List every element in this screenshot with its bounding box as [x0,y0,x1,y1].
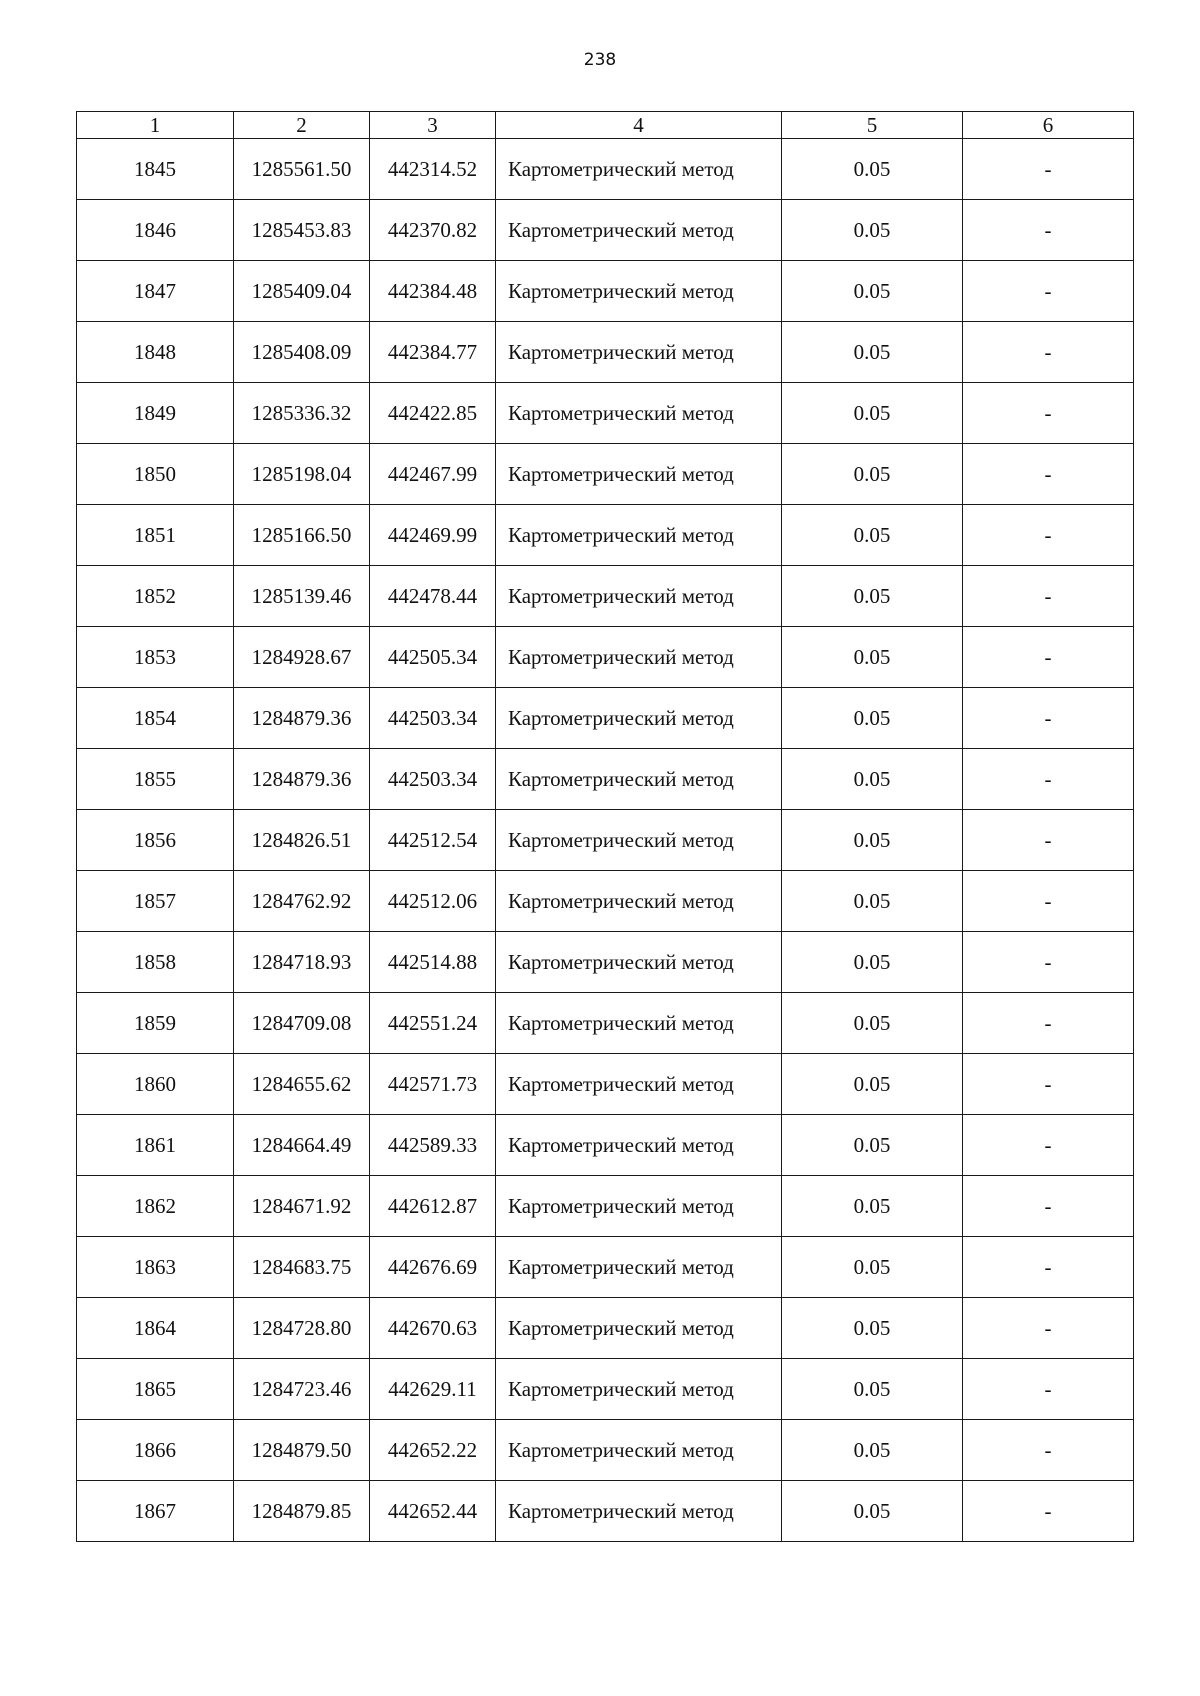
method-cell: Картометрический метод [496,505,782,566]
table-row [77,139,1134,200]
x-coordinate-cell: 1284671.92 [234,1176,370,1237]
point-number-cell: 1860 [77,1054,234,1115]
header-row [77,112,1134,139]
point-number-cell: 1862 [77,1176,234,1237]
note-cell: - [963,1359,1134,1420]
table-row [77,1176,1134,1237]
note-cell: - [963,749,1134,810]
x-coordinate-cell: 1284879.36 [234,688,370,749]
method-cell: Картометрический метод [496,993,782,1054]
table-row [77,261,1134,322]
note-cell: - [963,1054,1134,1115]
x-coordinate-cell: 1285409.04 [234,261,370,322]
x-coordinate-cell: 1284879.36 [234,749,370,810]
accuracy-cell: 0.05 [782,1176,963,1237]
note-cell: - [963,322,1134,383]
accuracy-cell: 0.05 [782,261,963,322]
x-coordinate-cell: 1284928.67 [234,627,370,688]
x-coordinate-cell: 1284683.75 [234,1237,370,1298]
column-header-5: 5 [782,112,963,139]
x-coordinate-cell: 1284762.92 [234,871,370,932]
x-coordinate-cell: 1284879.85 [234,1481,370,1542]
note-cell: - [963,810,1134,871]
x-coordinate-cell: 1285198.04 [234,444,370,505]
method-cell: Картометрический метод [496,139,782,200]
y-coordinate-cell: 442478.44 [370,566,496,627]
method-cell: Картометрический метод [496,1237,782,1298]
accuracy-cell: 0.05 [782,322,963,383]
table-row [77,444,1134,505]
table-row [77,505,1134,566]
accuracy-cell: 0.05 [782,139,963,200]
y-coordinate-cell: 442676.69 [370,1237,496,1298]
point-number-cell: 1852 [77,566,234,627]
method-cell: Картометрический метод [496,383,782,444]
y-coordinate-cell: 442589.33 [370,1115,496,1176]
point-number-cell: 1867 [77,1481,234,1542]
table-row [77,1481,1134,1542]
point-number-cell: 1853 [77,627,234,688]
accuracy-cell: 0.05 [782,932,963,993]
x-coordinate-cell: 1285561.50 [234,139,370,200]
point-number-cell: 1855 [77,749,234,810]
method-cell: Картометрический метод [496,1298,782,1359]
accuracy-cell: 0.05 [782,444,963,505]
note-cell: - [963,993,1134,1054]
table-row [77,1420,1134,1481]
y-coordinate-cell: 442551.24 [370,993,496,1054]
table-row [77,1298,1134,1359]
column-header-3: 3 [370,112,496,139]
point-number-cell: 1849 [77,383,234,444]
y-coordinate-cell: 442652.44 [370,1481,496,1542]
y-coordinate-cell: 442384.77 [370,322,496,383]
y-coordinate-cell: 442652.22 [370,1420,496,1481]
method-cell: Картометрический метод [496,261,782,322]
point-number-cell: 1858 [77,932,234,993]
x-coordinate-cell: 1284826.51 [234,810,370,871]
point-number-cell: 1851 [77,505,234,566]
x-coordinate-cell: 1284718.93 [234,932,370,993]
method-cell: Картометрический метод [496,1176,782,1237]
x-coordinate-cell: 1285166.50 [234,505,370,566]
note-cell: - [963,1420,1134,1481]
table-row [77,688,1134,749]
table-row [77,383,1134,444]
note-cell: - [963,1298,1134,1359]
accuracy-cell: 0.05 [782,871,963,932]
y-coordinate-cell: 442571.73 [370,1054,496,1115]
point-number-cell: 1859 [77,993,234,1054]
method-cell: Картометрический метод [496,1359,782,1420]
table-row [77,749,1134,810]
table-row [77,932,1134,993]
note-cell: - [963,139,1134,200]
accuracy-cell: 0.05 [782,1481,963,1542]
point-number-cell: 1863 [77,1237,234,1298]
point-number-cell: 1866 [77,1420,234,1481]
note-cell: - [963,261,1134,322]
column-header-1: 1 [77,112,234,139]
column-header-6: 6 [963,112,1134,139]
note-cell: - [963,505,1134,566]
y-coordinate-cell: 442612.87 [370,1176,496,1237]
table-row [77,322,1134,383]
method-cell: Картометрический метод [496,566,782,627]
x-coordinate-cell: 1285453.83 [234,200,370,261]
table-row [77,1054,1134,1115]
method-cell: Картометрический метод [496,810,782,871]
note-cell: - [963,871,1134,932]
table-row [77,810,1134,871]
method-cell: Картометрический метод [496,1054,782,1115]
point-number-cell: 1865 [77,1359,234,1420]
note-cell: - [963,200,1134,261]
table-row [77,871,1134,932]
point-number-cell: 1847 [77,261,234,322]
y-coordinate-cell: 442467.99 [370,444,496,505]
y-coordinate-cell: 442469.99 [370,505,496,566]
accuracy-cell: 0.05 [782,1359,963,1420]
table-row [77,627,1134,688]
x-coordinate-cell: 1284728.80 [234,1298,370,1359]
method-cell: Картометрический метод [496,1481,782,1542]
point-number-cell: 1846 [77,200,234,261]
x-coordinate-cell: 1285336.32 [234,383,370,444]
accuracy-cell: 0.05 [782,688,963,749]
accuracy-cell: 0.05 [782,1237,963,1298]
note-cell: - [963,688,1134,749]
y-coordinate-cell: 442629.11 [370,1359,496,1420]
table-row [77,1359,1134,1420]
y-coordinate-cell: 442503.34 [370,749,496,810]
coordinates-table [76,111,1134,1542]
note-cell: - [963,444,1134,505]
table-row [77,993,1134,1054]
accuracy-cell: 0.05 [782,1420,963,1481]
method-cell: Картометрический метод [496,749,782,810]
accuracy-cell: 0.05 [782,1115,963,1176]
accuracy-cell: 0.05 [782,749,963,810]
accuracy-cell: 0.05 [782,566,963,627]
column-header-2: 2 [234,112,370,139]
page-number: 238 [583,50,617,70]
method-cell: Картометрический метод [496,932,782,993]
y-coordinate-cell: 442314.52 [370,139,496,200]
x-coordinate-cell: 1284879.50 [234,1420,370,1481]
note-cell: - [963,383,1134,444]
point-number-cell: 1848 [77,322,234,383]
point-number-cell: 1864 [77,1298,234,1359]
accuracy-cell: 0.05 [782,1298,963,1359]
x-coordinate-cell: 1284655.62 [234,1054,370,1115]
method-cell: Картометрический метод [496,322,782,383]
point-number-cell: 1850 [77,444,234,505]
note-cell: - [963,1481,1134,1542]
note-cell: - [963,1115,1134,1176]
method-cell: Картометрический метод [496,871,782,932]
table-body [77,139,1134,1542]
y-coordinate-cell: 442503.34 [370,688,496,749]
method-cell: Картометрический метод [496,200,782,261]
accuracy-cell: 0.05 [782,810,963,871]
accuracy-cell: 0.05 [782,627,963,688]
table-row [77,1237,1134,1298]
x-coordinate-cell: 1284723.46 [234,1359,370,1420]
column-header-4: 4 [496,112,782,139]
note-cell: - [963,627,1134,688]
method-cell: Картометрический метод [496,1115,782,1176]
y-coordinate-cell: 442384.48 [370,261,496,322]
method-cell: Картометрический метод [496,688,782,749]
x-coordinate-cell: 1284664.49 [234,1115,370,1176]
table-row [77,566,1134,627]
accuracy-cell: 0.05 [782,1054,963,1115]
note-cell: - [963,1176,1134,1237]
point-number-cell: 1854 [77,688,234,749]
y-coordinate-cell: 442512.54 [370,810,496,871]
note-cell: - [963,1237,1134,1298]
y-coordinate-cell: 442670.63 [370,1298,496,1359]
point-number-cell: 1845 [77,139,234,200]
point-number-cell: 1861 [77,1115,234,1176]
accuracy-cell: 0.05 [782,993,963,1054]
x-coordinate-cell: 1285408.09 [234,322,370,383]
accuracy-cell: 0.05 [782,200,963,261]
y-coordinate-cell: 442505.34 [370,627,496,688]
y-coordinate-cell: 442370.82 [370,200,496,261]
note-cell: - [963,566,1134,627]
note-cell: - [963,932,1134,993]
method-cell: Картометрический метод [496,627,782,688]
accuracy-cell: 0.05 [782,383,963,444]
y-coordinate-cell: 442422.85 [370,383,496,444]
method-cell: Картометрический метод [496,444,782,505]
accuracy-cell: 0.05 [782,505,963,566]
x-coordinate-cell: 1284709.08 [234,993,370,1054]
table-row [77,1115,1134,1176]
x-coordinate-cell: 1285139.46 [234,566,370,627]
table-row [77,200,1134,261]
y-coordinate-cell: 442512.06 [370,871,496,932]
method-cell: Картометрический метод [496,1420,782,1481]
point-number-cell: 1857 [77,871,234,932]
point-number-cell: 1856 [77,810,234,871]
y-coordinate-cell: 442514.88 [370,932,496,993]
